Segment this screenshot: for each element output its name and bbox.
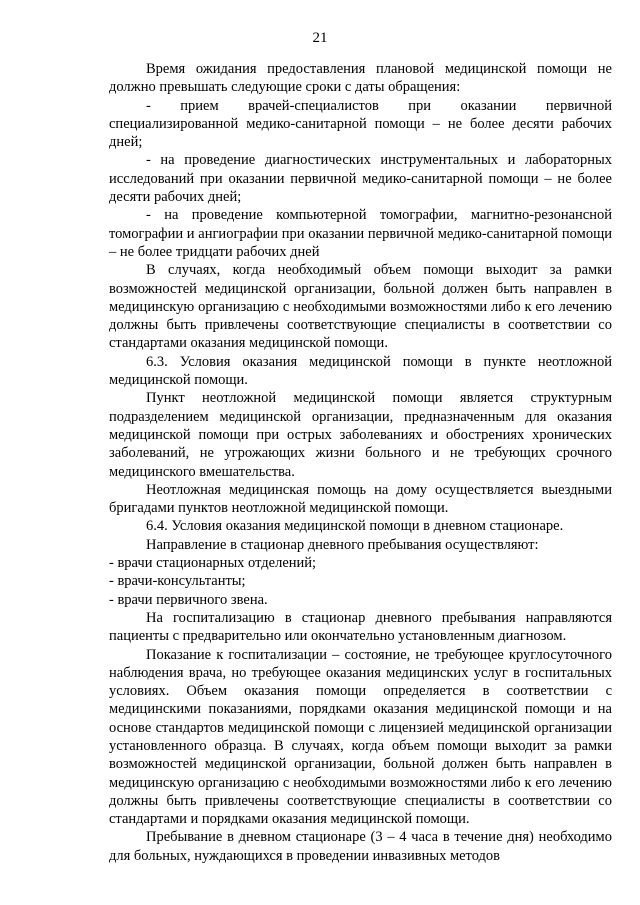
list-item: - врачи-консультанты;	[109, 573, 246, 590]
section-heading: 6.3. Условия оказания медицинской помощи в пункте неотложной медицинской помощи.	[109, 353, 612, 389]
paragraph: Пункт неотложной медицинской помощи является структурным подразделением медицинской организации, предназначенным для оказания медицинской помощи при острых заболеваниях и обострениях хронических заболеваний, не угрожающих жизни больного и не требующих срочного медицинского вмешательства.	[109, 390, 612, 480]
paragraph: Неотложная медицинская помощь на дому осуществляется выездными бригадами пунктов неотложной медицинской помощи.	[109, 481, 612, 517]
page-number: 21	[312, 30, 328, 46]
list-item: - врачи первичного звена.	[109, 591, 268, 608]
paragraph: Направление в стационар дневного пребывания осуществляют:	[146, 536, 539, 553]
list-item: - прием врачей-специалистов при оказании первичной специализированной медико-санитарной помощи – не более десяти рабочих дней;	[109, 97, 612, 151]
paragraph: На госпитализацию в стационар дневного пребывания направляются пациенты с предварительно или окончательно установленным диагнозом.	[109, 609, 612, 645]
paragraph: Показание к госпитализации – состояние, не требующее круглосуточного наблюдения врача, но требующее оказания медицинских услуг в госпитальных условиях. Объем оказания помощи определяется в соответствии с медицинскими показаниями, порядками оказания медицинской помощи и на основе стандартов медицинской помощи с лицензией медицинской организации установленного образца. В случаях, когда объем помощи выходит за рамки возможностей медицинской организации, больной должен быть направлен в медицинскую организацию с необходимыми возможностями либо к его лечению должны быть привлечены соответствующие специалисты в соответствии со стандартами и порядками оказания медицинской помощи.	[109, 646, 612, 828]
paragraph: Время ожидания предоставления плановой медицинской помощи не должно превышать следующие сроки с даты обращения:	[109, 61, 612, 96]
list-item: - врачи стационарных отделений;	[109, 555, 317, 572]
list-item: - на проведение компьютерной томографии, магнитно-резонансной томографии и ангиографии при оказании первичной медико-санитарной помощи – не более тридцати рабочих дней	[109, 207, 612, 260]
paragraph: В случаях, когда необходимый объем помощи выходит за рамки возможностей медицинской организации, больной должен быть направлен в медицинскую организацию с необходимыми возможностями либо к его лечению должны быть привлечены соответствующие специалисты в соответствии со стандартами оказания медицинской помощи.	[109, 262, 612, 352]
paragraph: Пребывание в дневном стационаре (3 – 4 часа в течение дня) необходимо для больных, нуждающихся в проведении инвазивных методов	[109, 829, 612, 864]
list-item: - на проведение диагностических инструментальных и лабораторных исследований при оказании первичной медико-санитарной помощи – не более десяти рабочих дней;	[109, 152, 612, 206]
document-body	[109, 60, 612, 865]
section-heading: 6.4. Условия оказания медицинской помощи в дневном стационаре.	[146, 518, 564, 535]
